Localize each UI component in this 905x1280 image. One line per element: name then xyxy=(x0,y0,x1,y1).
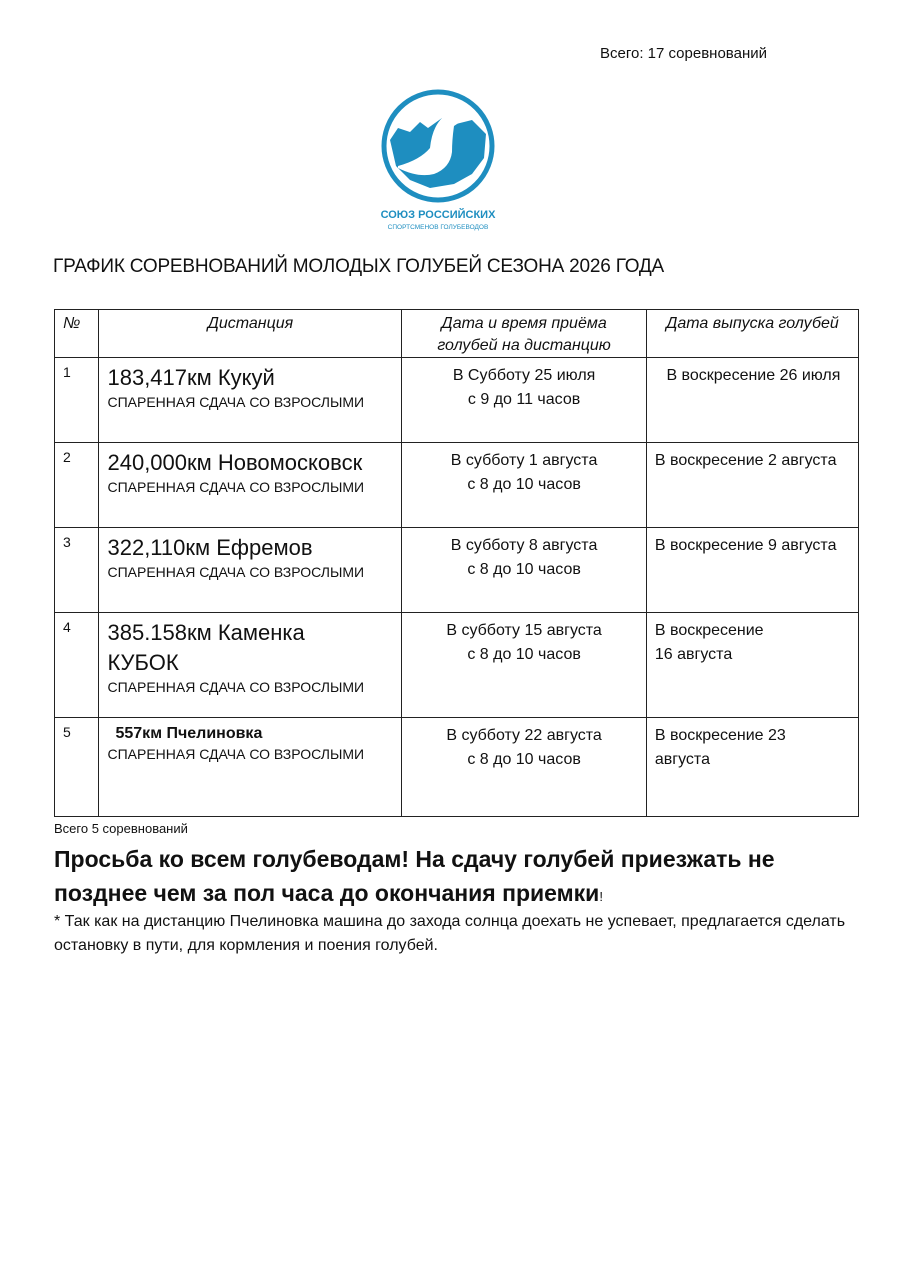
row-accept-day: В субботу 15 августа xyxy=(446,622,602,639)
row-distance: 557км Пчелиновка xyxy=(115,725,263,742)
header-acceptance-line2: голубей на дистанцию xyxy=(437,337,611,354)
row-release-line2: августа xyxy=(654,751,710,768)
row-note: СПАРЕННАЯ СДАЧА СО ВЗРОСЛЫМИ xyxy=(107,679,365,695)
row-distance: 183,417км Кукуй xyxy=(107,365,275,390)
table-row xyxy=(55,358,859,443)
row-accept-day: В субботу 1 августа xyxy=(450,452,598,469)
notice-end-mark: ! xyxy=(599,889,603,904)
logo-subtitle: СПОРТСМЕНОВ ГОЛУБЕВОДОВ xyxy=(387,224,489,231)
row-note: СПАРЕННАЯ СДАЧА СО ВЗРОСЛЫМИ xyxy=(107,479,365,495)
row-accept-day: В Субботу 25 июля xyxy=(452,367,596,384)
row-number: 3 xyxy=(63,534,71,550)
total-competitions: Всего: 17 соревнований xyxy=(600,45,767,62)
row-accept-time: с 8 до 10 часов xyxy=(467,476,581,493)
row-accept-time: с 8 до 10 часов xyxy=(467,751,581,768)
row-note: СПАРЕННАЯ СДАЧА СО ВЗРОСЛЫМИ xyxy=(107,746,365,762)
header-acceptance-line1: Дата и время приёма xyxy=(441,315,607,332)
row-distance: 322,110км Ефремов xyxy=(107,535,313,560)
row-cup-label: КУБОК xyxy=(107,650,179,675)
row-release: В воскресение 26 июля xyxy=(666,367,841,384)
footnote: * Так как на дистанцию Пчелиновка машина до захода солнца доехать не успевает, предлагается сделать остановку в пути, для кормления и поения голубей. xyxy=(54,913,846,954)
row-accept-time: с 9 до 11 часов xyxy=(467,391,581,408)
row-release: В воскресение 9 августа xyxy=(654,537,837,554)
table-header xyxy=(55,310,859,358)
row-distance: 385.158км Каменка xyxy=(107,620,305,645)
row-accept-day: В субботу 8 августа xyxy=(450,537,598,554)
header-release: Дата выпуска голубей xyxy=(646,310,858,358)
table-row xyxy=(55,718,859,817)
row-number: 5 xyxy=(63,724,71,740)
row-accept-day: В субботу 22 августа xyxy=(446,727,602,744)
table-row xyxy=(55,613,859,718)
row-number: 1 xyxy=(63,364,71,380)
row-note: СПАРЕННАЯ СДАЧА СО ВЗРОСЛЫМИ xyxy=(107,564,365,580)
row-release-line1: В воскресение xyxy=(654,622,764,639)
row-note: СПАРЕННАЯ СДАЧА СО ВЗРОСЛЫМИ xyxy=(107,394,365,410)
table-row xyxy=(55,443,859,528)
row-release-line1: В воскресение 23 xyxy=(654,727,786,744)
header-acceptance xyxy=(402,310,647,358)
row-accept-time: с 8 до 10 часов xyxy=(467,646,581,663)
notice-text xyxy=(54,842,874,914)
total-season-competitions: Всего 5 соревнований xyxy=(54,821,188,836)
row-distance: 240,000км Новомосковск xyxy=(107,450,363,475)
row-release-line2: 16 августа xyxy=(654,646,733,663)
row-accept-time: с 8 до 10 часов xyxy=(467,561,581,578)
header-num: № xyxy=(55,310,99,358)
row-release: В воскресение 2 августа xyxy=(654,452,837,469)
header-distance: Дистанция xyxy=(99,310,402,358)
page-title: ГРАФИК СОРЕВНОВАНИЙ МОЛОДЫХ ГОЛУБЕЙ СЕЗОНА 2026 ГОДА xyxy=(53,256,665,277)
logo-title: СОЮЗ РОССИЙСКИХ xyxy=(380,209,496,221)
table-row xyxy=(55,528,859,613)
union-logo xyxy=(368,88,508,238)
notice-main: Просьба ко всем голубеводам! На сдачу голубей приезжать не позднее чем за пол часа до окончания приемки xyxy=(54,846,775,906)
row-number: 4 xyxy=(63,619,71,635)
row-number: 2 xyxy=(63,449,71,465)
schedule-table xyxy=(54,309,859,817)
